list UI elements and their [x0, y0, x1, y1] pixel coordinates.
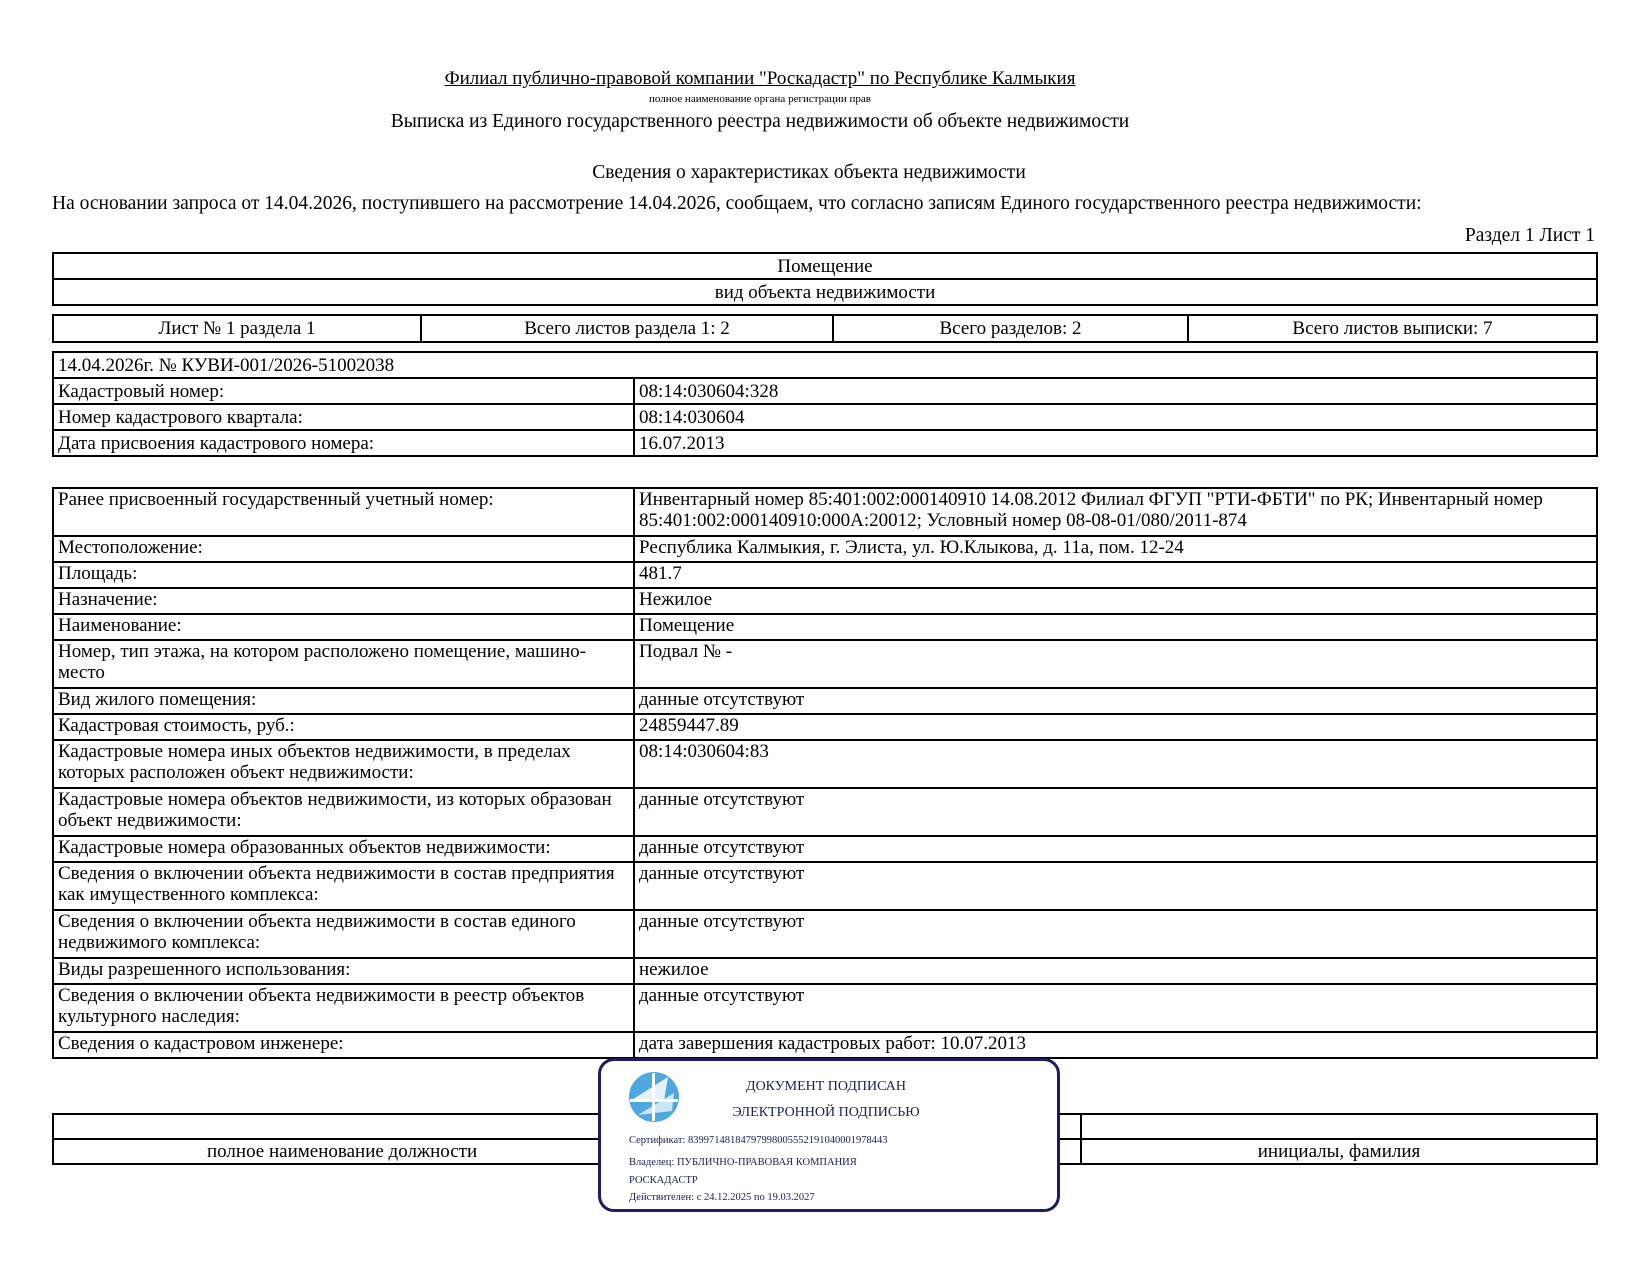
row-label: Ранее присвоенный государственный учетный номер:: [53, 488, 634, 536]
table-row: [53, 984, 1597, 1032]
stamp-heading-1: ДОКУМЕНТ ПОДПИСАН: [746, 1079, 906, 1094]
basis-text: На основании запроса от 14.04.2026, поступившего на рассмотрение 14.04.2026, сообщаем, что согласно записям Единого государственного реестра недвижимости:: [52, 193, 1422, 214]
row-value: нежилое: [634, 958, 1597, 984]
table-row: [53, 536, 1597, 562]
record-id: 14.04.2026г. № КУВИ-001/2026-51002038: [53, 352, 1597, 378]
table-row: [53, 740, 1597, 788]
row-label: Сведения о включении объекта недвижимости в состав единого недвижимого комплекса:: [53, 910, 634, 958]
row-label: Виды разрешенного использования:: [53, 958, 634, 984]
row-value: данные отсутствуют: [634, 688, 1597, 714]
table-row: [53, 640, 1597, 688]
row-label: Номер, тип этажа, на котором расположено помещение, машино-место: [53, 640, 634, 688]
table-row: [53, 910, 1597, 958]
row-value: 08:14:030604:328: [634, 378, 1597, 404]
object-kind-caption: вид объекта недвижимости: [53, 279, 1597, 305]
sections-total: Всего разделов: 2: [833, 315, 1188, 342]
roskadastr-logo-icon: [628, 1071, 680, 1123]
row-label: Назначение:: [53, 588, 634, 614]
row-label: Кадастровая стоимость, руб.:: [53, 714, 634, 740]
section-sheets-total: Всего листов раздела 1: 2: [421, 315, 833, 342]
row-value: Помещение: [634, 614, 1597, 640]
name-field: [1081, 1114, 1597, 1139]
details-table: [52, 487, 1598, 1059]
document-title: Выписка из Единого государственного реестра недвижимости об объекте недвижимости: [390, 111, 1130, 132]
table-row: [53, 430, 1597, 456]
row-value: 481.7: [634, 562, 1597, 588]
table-row: [53, 688, 1597, 714]
section-sheet-label: Раздел 1 Лист 1: [1464, 225, 1595, 246]
row-value: данные отсутствуют: [634, 910, 1597, 958]
table-row: [53, 714, 1597, 740]
name-caption: инициалы, фамилия: [1081, 1139, 1597, 1164]
row-label: Местоположение:: [53, 536, 634, 562]
row-label: Дата присвоения кадастрового номера:: [53, 430, 634, 456]
organization-caption: полное наименование органа регистрации прав: [649, 93, 871, 105]
row-label: Кадастровые номера образованных объектов недвижимости:: [53, 836, 634, 862]
row-label: Сведения о включении объекта недвижимости в реестр объектов культурного наследия:: [53, 984, 634, 1032]
row-label: Кадастровый номер:: [53, 378, 634, 404]
table-row: [53, 862, 1597, 910]
table-row: [53, 836, 1597, 862]
row-label: Вид жилого помещения:: [53, 688, 634, 714]
position-caption: полное наименование должности: [53, 1139, 1081, 1164]
table-row: [53, 788, 1597, 836]
row-label: Кадастровые номера объектов недвижимости, из которых образован объект недвижимости:: [53, 788, 634, 836]
organization-name: Филиал публично-правовой компании "Роскадастр" по Республике Калмыкия: [444, 68, 1076, 89]
object-kind-value: Помещение: [53, 253, 1597, 279]
row-label: Номер кадастрового квартала:: [53, 404, 634, 430]
row-value: 08:14:030604:83: [634, 740, 1597, 788]
stamp-heading-2: ЭЛЕКТРОННОЙ ПОДПИСЬЮ: [732, 1105, 920, 1120]
stamp-certificate: Сертификат: 839971481847979980055521910400019784​43: [629, 1135, 888, 1146]
row-label: Площадь:: [53, 562, 634, 588]
row-value: 24859447.89: [634, 714, 1597, 740]
row-value: 08:14:030604: [634, 404, 1597, 430]
row-value: данные отсутствуют: [634, 836, 1597, 862]
row-label: Сведения о включении объекта недвижимости в состав предприятия как имущественного комплекса:: [53, 862, 634, 910]
row-value: Республика Калмыкия, г. Элиста, ул. Ю.Клыкова, д. 11а, пом. 12-24: [634, 536, 1597, 562]
row-value: данные отсутствуют: [634, 862, 1597, 910]
sheets-table: [52, 314, 1598, 343]
row-value: данные отсутствуют: [634, 788, 1597, 836]
row-value: Подвал № -: [634, 640, 1597, 688]
table-row: [53, 404, 1597, 430]
table-row: [53, 488, 1597, 536]
object-kind-table: [52, 252, 1598, 306]
row-value: Нежилое: [634, 588, 1597, 614]
row-value: дата завершения кадастровых работ: 10.07.2013: [634, 1032, 1597, 1058]
table-row: [53, 1032, 1597, 1058]
table-row: [53, 614, 1597, 640]
sheets-total: Всего листов выписки: 7: [1188, 315, 1597, 342]
table-row: [53, 588, 1597, 614]
section-title: Сведения о характеристиках объекта недвижимости: [592, 162, 1026, 183]
stamp-validity: Действителен: с 24.12.2025 по 19.03.2027: [629, 1192, 815, 1203]
record-table: [52, 351, 1598, 457]
table-row: [53, 378, 1597, 404]
stamp-owner-name: РОСКАДАСТР: [629, 1175, 698, 1186]
row-value: Инвентарный номер 85:401:002:000140910 14.08.2012 Филиал ФГУП "РТИ-ФБТИ" по РК; Инвентарный номер 85:401:002:000140910:000А:20012; Условный номер 08-08-01/080/2011-874: [634, 488, 1597, 536]
electronic-signature-stamp: [598, 1058, 1060, 1212]
row-value: данные отсутствуют: [634, 984, 1597, 1032]
table-row: [53, 958, 1597, 984]
row-label: Наименование:: [53, 614, 634, 640]
row-label: Сведения о кадастровом инженере:: [53, 1032, 634, 1058]
row-value: 16.07.2013: [634, 430, 1597, 456]
sheet-number: Лист № 1 раздела 1: [53, 315, 421, 342]
stamp-owner: Владелец: ПУБЛИЧНО-ПРАВОВАЯ КОМПАНИЯ: [629, 1157, 857, 1168]
table-row: [53, 562, 1597, 588]
row-label: Кадастровые номера иных объектов недвижимости, в пределах которых расположен объект недвижимости:: [53, 740, 634, 788]
